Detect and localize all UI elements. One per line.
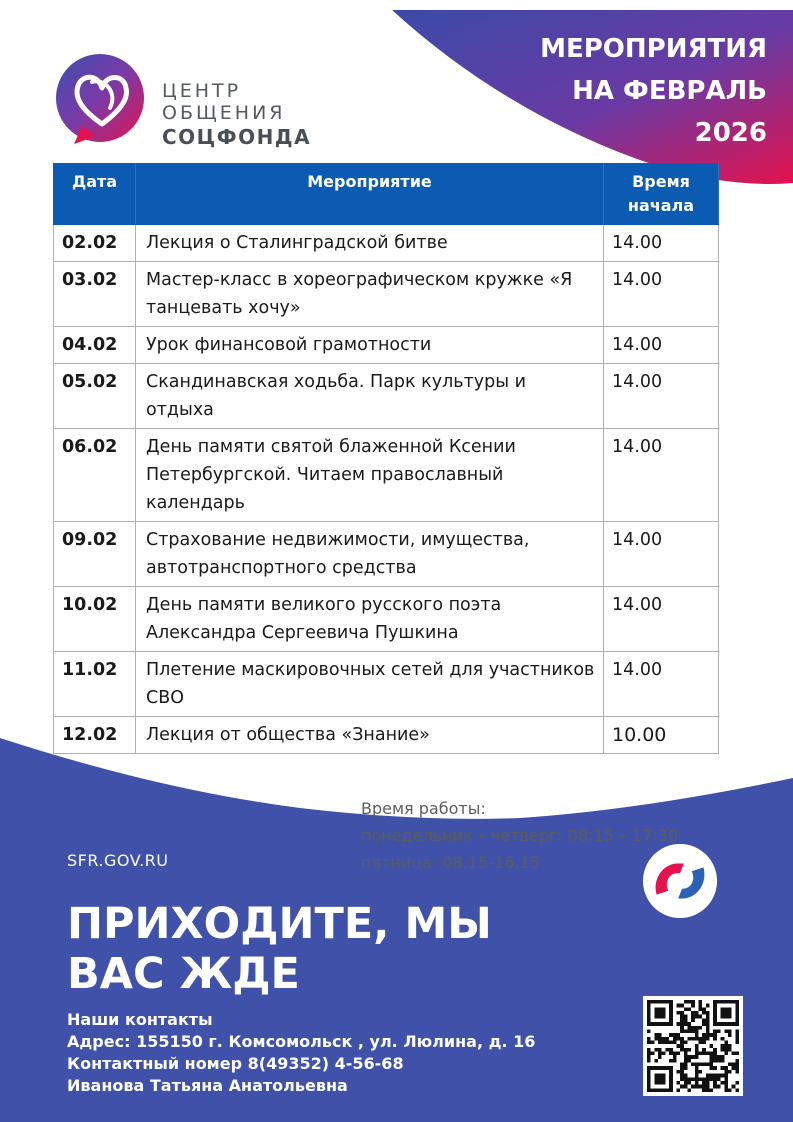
event-name: Скандинавская ходьба. Парк культуры и отдыха <box>136 364 604 429</box>
cta-line: ПРИХОДИТЕ, МЫ <box>67 899 492 949</box>
event-date: 05.02 <box>54 364 136 429</box>
event-time: 14.00 <box>604 652 719 717</box>
event-time: 10.00 <box>604 717 719 754</box>
hours-weekdays: понедельник – четверг: 08:15 – 17:30 <box>361 826 679 845</box>
call-to-action <box>67 899 587 999</box>
event-time: 14.00 <box>604 364 719 429</box>
table-row <box>54 429 719 522</box>
event-date: 10.02 <box>54 587 136 652</box>
event-name: Урок финансовой грамотности <box>136 327 604 364</box>
event-date: 12.02 <box>54 717 136 754</box>
event-time: 14.00 <box>604 262 719 327</box>
table-row <box>54 262 719 327</box>
hours-title: Время работы: <box>361 799 486 818</box>
qr-code <box>643 996 743 1096</box>
event-name: День памяти святой блаженной Ксении Петербургской. Читаем православный календарь <box>136 429 604 522</box>
event-time: 14.00 <box>604 327 719 364</box>
table-row <box>54 327 719 364</box>
qr-code-pattern <box>647 1000 739 1092</box>
event-name: Плетение маскировочных сетей для участников СВО <box>136 652 604 717</box>
contact-phone: Контактный номер 8(49352) 4-56-68 <box>67 1054 404 1073</box>
contact-address: Адрес: 155150 г. Комсомольск , ул. Люлина, д. 16 <box>67 1032 536 1051</box>
event-time: 14.00 <box>604 225 719 262</box>
contact-person: Иванова Татьяна Анатольевна <box>67 1076 348 1095</box>
event-name: Страхование недвижимости, имущества, автотранспортного средства <box>136 522 604 587</box>
events-table <box>53 163 719 754</box>
title-line: МЕРОПРИЯТИЯ <box>540 34 767 64</box>
contacts-title: Наши контакты <box>67 1010 213 1029</box>
table-row <box>54 225 719 262</box>
cta-line: ВАС ЖДЕ <box>67 949 300 999</box>
event-time: 14.00 <box>604 522 719 587</box>
event-date: 09.02 <box>54 522 136 587</box>
event-date: 02.02 <box>54 225 136 262</box>
working-hours <box>361 795 678 876</box>
title-line: 2026 <box>694 118 767 148</box>
table-header-row <box>54 164 719 225</box>
event-date: 06.02 <box>54 429 136 522</box>
logo-line: СОЦФОНДА <box>162 125 312 149</box>
event-name: Лекция о Сталинградской битве <box>136 225 604 262</box>
table-row <box>54 717 719 754</box>
column-header-date: Дата <box>54 164 136 225</box>
logo-wordmark <box>162 80 311 150</box>
contacts-block <box>67 1009 535 1097</box>
event-time: 14.00 <box>604 429 719 522</box>
page-title <box>437 28 767 154</box>
logo-line: ОБЩЕНИЯ <box>162 102 286 124</box>
event-name: Мастер-класс в хореографическом кружке «Я танцевать хочу» <box>136 262 604 327</box>
event-date: 03.02 <box>54 262 136 327</box>
event-name: День памяти великого русского поэта Александра Сергеевича Пушкина <box>136 587 604 652</box>
table-row <box>54 522 719 587</box>
heart-logo-icon <box>52 52 152 152</box>
table-row <box>54 652 719 717</box>
column-header-time: Время начала <box>604 164 719 225</box>
hours-friday: пятница: 08.15-16.15 <box>361 853 540 872</box>
column-header-event: Мероприятие <box>136 164 604 225</box>
table-row <box>54 587 719 652</box>
event-time: 14.00 <box>604 587 719 652</box>
title-line: НА ФЕВРАЛЬ <box>572 76 767 106</box>
event-name: Лекция от общества «Знание» <box>136 717 604 754</box>
site-link[interactable]: SFR.GOV.RU <box>67 851 169 870</box>
logo-line: ЦЕНТР <box>162 80 242 102</box>
event-date: 04.02 <box>54 327 136 364</box>
sfr-logo-icon <box>641 842 719 920</box>
event-date: 11.02 <box>54 652 136 717</box>
table-row <box>54 364 719 429</box>
